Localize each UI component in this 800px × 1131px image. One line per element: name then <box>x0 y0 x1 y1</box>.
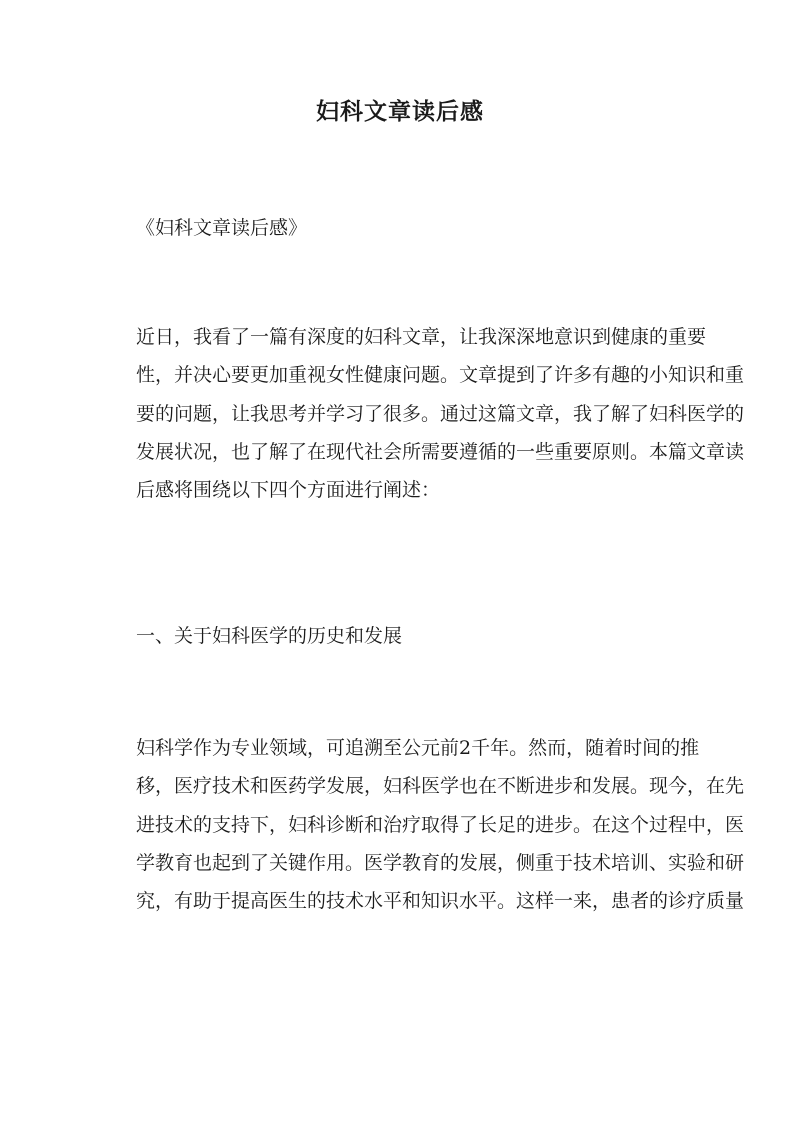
document-subtitle: 《妇科文章读后感》 <box>136 217 308 239</box>
paragraph-line: 进技术的支持下，妇科诊断和治疗取得了长足的进步。在这个过程中，医 <box>136 813 745 836</box>
paragraph-line: 后感将围绕以下四个方面进行阐述： <box>136 479 441 502</box>
paragraph-line: 性，并决心要更加重视女性健康问题。文章提到了许多有趣的小知识和重 <box>136 364 745 387</box>
paragraph-line: 近日，我看了一篇有深度的妇科文章，让我深深地意识到健康的重要 <box>136 326 707 348</box>
paragraph-intro <box>136 318 745 509</box>
section-heading: 一、关于妇科医学的历史和发展 <box>136 625 403 647</box>
document-title: 妇科文章读后感 <box>316 98 484 125</box>
paragraph-line: 究，有助于提高医生的技术水平和知识水平。这样一来，患者的诊疗质量 <box>136 890 745 913</box>
paragraph-line: 发展状况，也了解了在现代社会所需要遵循的一些重要原则。本篇文章读 <box>136 440 745 463</box>
paragraph-line: 学教育也起到了关键作用。医学教育的发展，侧重于技术培训、实验和研 <box>136 851 745 874</box>
paragraph-history <box>136 729 745 920</box>
paragraph-line: 要的问题，让我思考并学习了很多。通过这篇文章，我了解了妇科医学的 <box>136 402 745 425</box>
paragraph-line: 移，医疗技术和医药学发展，妇科医学也在不断进步和发展。现今，在先 <box>136 775 745 798</box>
paragraph-line: 妇科学作为专业领域，可追溯至公元前2千年。然而，随着时间的推 <box>136 737 700 759</box>
